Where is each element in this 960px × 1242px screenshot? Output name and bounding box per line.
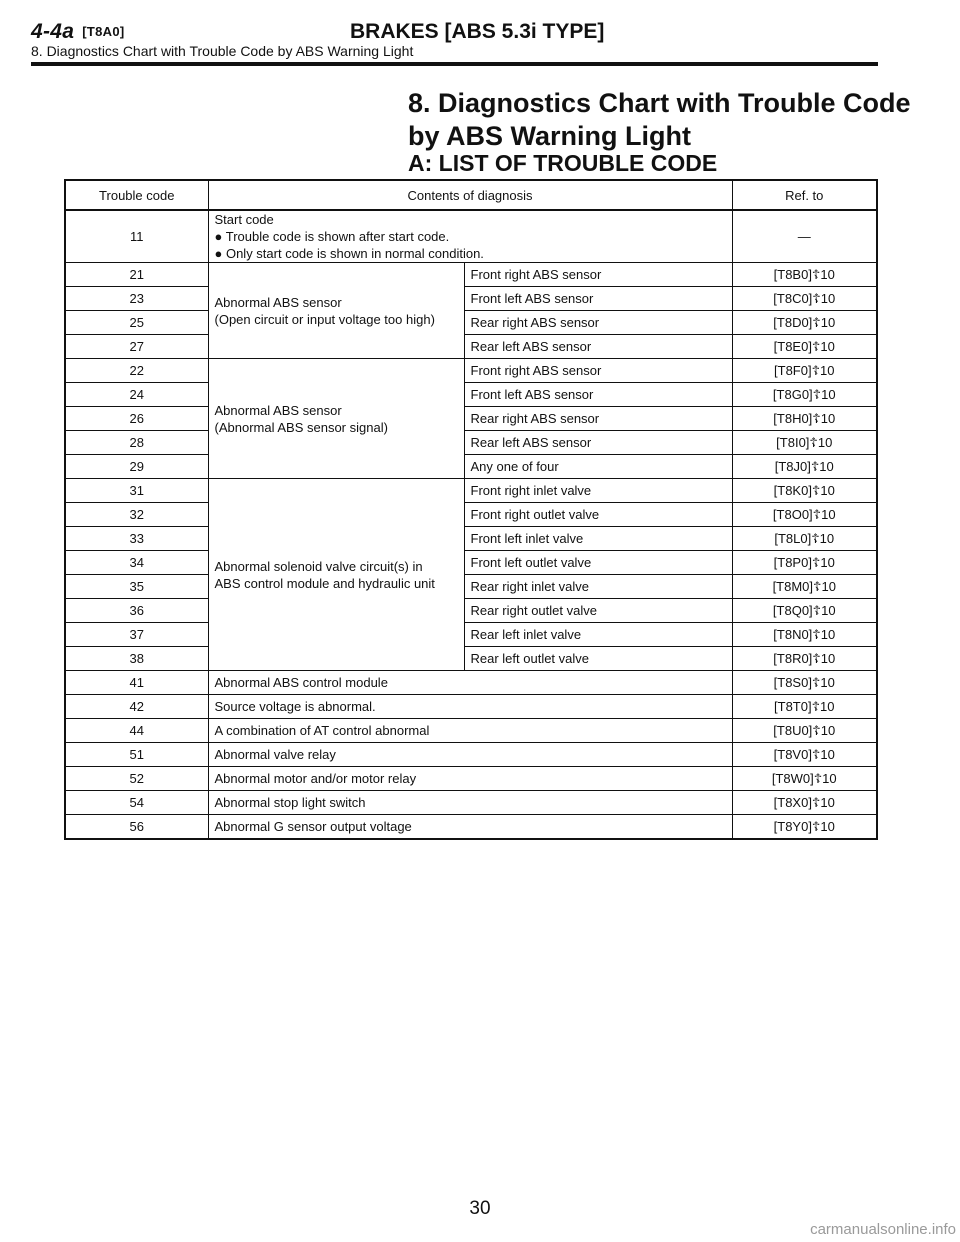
code-cell: 34	[65, 551, 208, 575]
table-row	[65, 623, 877, 647]
group-description: Abnormal ABS sensor (Abnormal ABS sensor signal)	[208, 359, 464, 479]
item-cell: Rear left outlet valve	[464, 647, 732, 671]
table-header-row	[65, 180, 877, 210]
header-rule	[31, 62, 878, 66]
code-cell: 29	[65, 455, 208, 479]
code-cell: 35	[65, 575, 208, 599]
item-cell: Front left outlet valve	[464, 551, 732, 575]
code-cell: 37	[65, 623, 208, 647]
code-cell: 41	[65, 671, 208, 695]
table-row	[65, 407, 877, 431]
start-code-line: Start code	[214, 212, 274, 227]
table-row	[65, 527, 877, 551]
section-title	[408, 87, 911, 153]
table-row	[65, 719, 877, 743]
code-cell: 11	[65, 210, 208, 263]
trouble-code-table	[64, 179, 878, 840]
ref-cell: [T8D0]☦10	[732, 311, 877, 335]
group-description: Abnormal solenoid valve circuit(s) in ABS control module and hydraulic unit	[208, 479, 464, 671]
table-row	[65, 359, 877, 383]
ref-cell: [T8J0]☦10	[732, 455, 877, 479]
item-cell: Abnormal motor and/or motor relay	[208, 767, 732, 791]
item-cell: Front right outlet valve	[464, 503, 732, 527]
ref-cell: [T8B0]☦10	[732, 263, 877, 287]
header-contents: Contents of diagnosis	[208, 180, 732, 210]
item-cell: Front left inlet valve	[464, 527, 732, 551]
table-row	[65, 767, 877, 791]
header-trouble-code: Trouble code	[65, 180, 208, 210]
ref-cell: [T8Q0]☦10	[732, 599, 877, 623]
start-code-description	[208, 210, 732, 263]
code-cell: 25	[65, 311, 208, 335]
ref-cell: [T8K0]☦10	[732, 479, 877, 503]
table-row	[65, 431, 877, 455]
ref-cell: [T8E0]☦10	[732, 335, 877, 359]
item-cell: Rear left ABS sensor	[464, 431, 732, 455]
ref-cell: [T8W0]☦10	[732, 767, 877, 791]
code-cell: 21	[65, 263, 208, 287]
ref-cell: [T8H0]☦10	[732, 407, 877, 431]
code-cell: 26	[65, 407, 208, 431]
ref-cell: —	[732, 210, 877, 263]
page-number: 30	[469, 1198, 491, 1219]
table-row	[65, 335, 877, 359]
ref-cell: [T8O0]☦10	[732, 503, 877, 527]
ref-cell: [T8Y0]☦10	[732, 815, 877, 840]
code-cell: 36	[65, 599, 208, 623]
item-cell: Rear left ABS sensor	[464, 335, 732, 359]
ref-cell: [T8I0]☦10	[732, 431, 877, 455]
header-title: BRAKES [ABS 5.3i TYPE]	[350, 20, 605, 43]
item-cell: Front left ABS sensor	[464, 383, 732, 407]
item-cell: Rear right ABS sensor	[464, 311, 732, 335]
header-subtitle: 8. Diagnostics Chart with Trouble Code by ABS Warning Light	[31, 43, 414, 59]
item-cell: Abnormal valve relay	[208, 743, 732, 767]
code-cell: 23	[65, 287, 208, 311]
watermark: carmanualsonline.info	[810, 1221, 956, 1238]
code-cell: 44	[65, 719, 208, 743]
item-cell: Rear right outlet valve	[464, 599, 732, 623]
item-cell: Abnormal ABS control module	[208, 671, 732, 695]
ref-cell: [T8P0]☦10	[732, 551, 877, 575]
code-cell: 31	[65, 479, 208, 503]
code-cell: 54	[65, 791, 208, 815]
item-cell: Rear right inlet valve	[464, 575, 732, 599]
code-cell: 33	[65, 527, 208, 551]
item-cell: Source voltage is abnormal.	[208, 695, 732, 719]
section-title-line2: by ABS Warning Light	[408, 121, 691, 151]
table-row	[65, 695, 877, 719]
ref-cell: [T8N0]☦10	[732, 623, 877, 647]
table-row	[65, 551, 877, 575]
code-cell: 28	[65, 431, 208, 455]
header-section-code	[31, 20, 124, 44]
header-code-main: 4-4a	[31, 20, 75, 43]
item-cell: Abnormal stop light switch	[208, 791, 732, 815]
header-ref: Ref. to	[732, 180, 877, 210]
code-cell: 38	[65, 647, 208, 671]
table-row	[65, 503, 877, 527]
item-cell: Front right ABS sensor	[464, 359, 732, 383]
section-subtitle: A: LIST OF TROUBLE CODE	[408, 150, 718, 176]
ref-cell: [T8R0]☦10	[732, 647, 877, 671]
table-row	[65, 599, 877, 623]
ref-cell: [T8X0]☦10	[732, 791, 877, 815]
ref-cell: [T8M0]☦10	[732, 575, 877, 599]
code-cell: 52	[65, 767, 208, 791]
ref-cell: [T8G0]☦10	[732, 383, 877, 407]
ref-cell: [T8C0]☦10	[732, 287, 877, 311]
table-row	[65, 455, 877, 479]
code-cell: 56	[65, 815, 208, 840]
ref-cell: [T8S0]☦10	[732, 671, 877, 695]
start-code-line: ● Only start code is shown in normal condition.	[214, 246, 484, 261]
item-cell: Front right inlet valve	[464, 479, 732, 503]
table-row	[65, 743, 877, 767]
table-row	[65, 479, 877, 503]
start-code-line: ● Trouble code is shown after start code.	[214, 229, 450, 244]
table-row-start-code	[65, 210, 877, 263]
table-row	[65, 383, 877, 407]
ref-cell: [T8L0]☦10	[732, 527, 877, 551]
code-cell: 42	[65, 695, 208, 719]
item-cell: Front right ABS sensor	[464, 263, 732, 287]
item-cell: A combination of AT control abnormal	[208, 719, 732, 743]
item-cell: Rear right ABS sensor	[464, 407, 732, 431]
item-cell: Front left ABS sensor	[464, 287, 732, 311]
item-cell: Abnormal G sensor output voltage	[208, 815, 732, 840]
section-title-line1: 8. Diagnostics Chart with Trouble Code	[408, 88, 911, 118]
code-cell: 27	[65, 335, 208, 359]
table-row	[65, 791, 877, 815]
table-row	[65, 671, 877, 695]
code-cell: 24	[65, 383, 208, 407]
table-row	[65, 263, 877, 287]
code-cell: 32	[65, 503, 208, 527]
ref-cell: [T8T0]☦10	[732, 695, 877, 719]
table-row	[65, 287, 877, 311]
table-row	[65, 311, 877, 335]
group-description: Abnormal ABS sensor (Open circuit or input voltage too high)	[208, 263, 464, 359]
table-row	[65, 647, 877, 671]
item-cell: Rear left inlet valve	[464, 623, 732, 647]
code-cell: 51	[65, 743, 208, 767]
ref-cell: [T8U0]☦10	[732, 719, 877, 743]
table-row	[65, 815, 877, 840]
table-row	[65, 575, 877, 599]
ref-cell: [T8F0]☦10	[732, 359, 877, 383]
header-code-sub: [T8A0]	[82, 24, 125, 39]
code-cell: 22	[65, 359, 208, 383]
ref-cell: [T8V0]☦10	[732, 743, 877, 767]
item-cell: Any one of four	[464, 455, 732, 479]
